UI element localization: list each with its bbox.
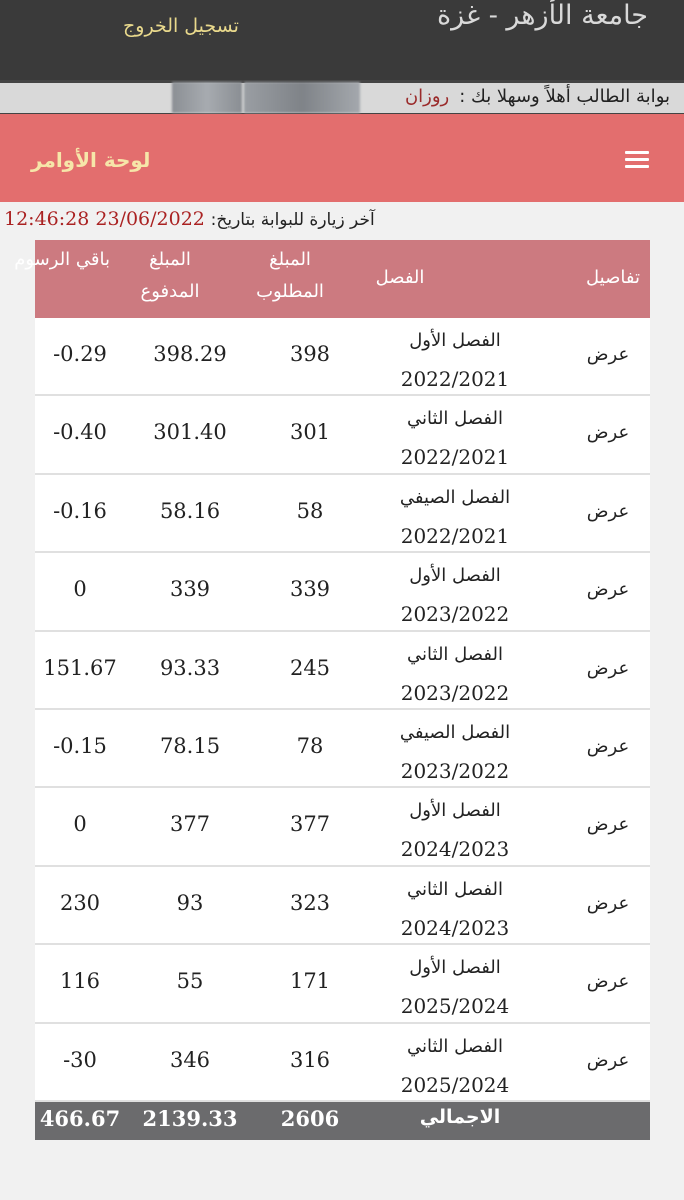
view-details-link[interactable]: عرض	[586, 657, 630, 679]
table-row	[35, 553, 650, 631]
academic-year: 2022/2021	[400, 523, 510, 548]
semester-cell	[380, 636, 530, 712]
header-details: تفاصيل	[586, 267, 640, 288]
command-panel-header	[0, 114, 684, 202]
view-details-link[interactable]: عرض	[586, 1049, 630, 1071]
redacted-name-block	[172, 82, 242, 113]
semester-cell	[380, 871, 530, 947]
paid-amount: 377	[169, 812, 211, 837]
view-details-link[interactable]: عرض	[586, 579, 630, 601]
required-amount: 301	[289, 420, 331, 445]
remaining-fees: 230	[59, 890, 101, 915]
semester-name: الفصل الأول	[409, 330, 501, 351]
total-remaining: 466.67	[39, 1105, 121, 1131]
header-required-amount: المبلغ المطلوب	[256, 249, 324, 302]
semester-name: الفصل الأول	[409, 957, 501, 979]
table-header	[14, 240, 650, 318]
header-paid-amount: المبلغ المدفوع	[140, 249, 200, 302]
paid-amount: 93	[176, 890, 204, 915]
required-amount: 245	[289, 655, 331, 680]
total-label: الاجمالي	[419, 1105, 501, 1128]
semester-name: الفصل الأول	[409, 565, 501, 587]
remaining-fees: 0	[73, 577, 87, 602]
remaining-fees: 116	[59, 969, 101, 994]
remaining-fees: -0.29	[53, 342, 107, 366]
view-details-link[interactable]: عرض	[586, 814, 630, 836]
table-row	[35, 632, 650, 710]
semester-name: الفصل الثاني	[407, 878, 503, 900]
welcome-greeting: بوابة الطالب أهلاً وسهلا بك :	[459, 86, 670, 107]
semester-cell	[380, 949, 530, 1025]
table-row	[35, 710, 650, 788]
academic-year: 2025/2024	[400, 1072, 510, 1097]
header-semester: الفصل	[375, 267, 425, 288]
view-details-link[interactable]: عرض	[586, 344, 630, 365]
required-amount: 398	[289, 342, 331, 366]
remaining-fees: 151.67	[43, 655, 117, 680]
remaining-fees: -30	[63, 1047, 97, 1072]
semester-cell	[380, 557, 530, 633]
semester-cell	[380, 792, 530, 868]
paid-amount: 398.29	[153, 342, 227, 366]
paid-amount: 301.40	[153, 420, 227, 445]
required-amount: 323	[289, 890, 331, 915]
table-body	[35, 318, 650, 1102]
table-row	[35, 945, 650, 1023]
paid-amount: 93.33	[159, 655, 221, 680]
welcome-message	[405, 86, 670, 107]
view-details-link[interactable]: عرض	[586, 735, 630, 757]
semester-name: الفصل الصيفي	[399, 486, 511, 508]
view-details-link[interactable]: عرض	[586, 892, 630, 914]
academic-year: 2022/2021	[400, 445, 510, 470]
required-amount: 78	[296, 733, 324, 758]
required-amount: 171	[289, 969, 331, 994]
student-name: روزان	[404, 86, 450, 107]
semester-name: الفصل الأول	[409, 800, 501, 822]
academic-year: 2022/2021	[400, 367, 510, 391]
fees-table	[14, 240, 650, 1140]
last-visit-info	[4, 208, 424, 230]
view-details-link[interactable]: عرض	[586, 971, 630, 993]
academic-year: 2024/2023	[400, 915, 510, 940]
semester-name: الفصل الصيفي	[399, 721, 511, 743]
academic-year: 2024/2023	[400, 837, 510, 862]
total-row	[35, 1102, 650, 1140]
redacted-name-block	[244, 82, 360, 113]
remaining-fees: -0.16	[53, 498, 107, 523]
total-paid: 2139.33	[142, 1105, 238, 1131]
paid-amount: 346	[169, 1047, 211, 1072]
academic-year: 2023/2022	[400, 680, 510, 705]
paid-amount: 58.16	[159, 498, 221, 523]
table-row	[35, 788, 650, 866]
paid-amount: 78.15	[159, 733, 221, 758]
required-amount: 58	[296, 498, 324, 523]
semester-name: الفصل الثاني	[407, 1035, 503, 1057]
table-row	[35, 1024, 650, 1102]
logout-link[interactable]: تسجيل الخروج	[123, 15, 239, 37]
table-row	[35, 396, 650, 474]
semester-cell	[380, 479, 530, 555]
academic-year: 2023/2022	[400, 602, 510, 627]
required-amount: 316	[289, 1047, 331, 1072]
semester-cell	[380, 1028, 530, 1104]
table-row	[35, 318, 650, 396]
academic-year: 2025/2024	[400, 994, 510, 1019]
table-row	[35, 475, 650, 553]
remaining-fees: -0.40	[53, 420, 107, 445]
required-amount: 339	[289, 577, 331, 602]
semester-cell	[380, 400, 530, 476]
remaining-fees: -0.15	[53, 733, 107, 758]
remaining-fees: 0	[73, 812, 87, 837]
table-row	[35, 867, 650, 945]
university-title: جامعة الأزهر - غزة	[436, 0, 648, 31]
view-details-link[interactable]: عرض	[586, 500, 630, 522]
hamburger-menu-icon[interactable]	[625, 151, 649, 169]
view-details-link[interactable]: عرض	[586, 422, 630, 444]
last-visit-label: آخر زيارة للبوابة بتاريخ:	[210, 210, 375, 230]
semester-cell	[380, 322, 530, 398]
semester-name: الفصل الثاني	[407, 408, 503, 430]
last-visit-value: 23/06/2022 12:46:28	[4, 208, 205, 230]
total-required: 2606	[280, 1105, 340, 1131]
semester-name: الفصل الثاني	[407, 643, 503, 665]
header-remaining-fees: باقي الرسوم	[14, 249, 110, 270]
semester-cell	[380, 714, 530, 790]
paid-amount: 55	[176, 969, 204, 994]
academic-year: 2023/2022	[400, 758, 510, 783]
paid-amount: 339	[169, 577, 211, 602]
top-header-bar	[0, 0, 684, 80]
panel-title[interactable]: لوحة الأوامر	[31, 148, 151, 172]
required-amount: 377	[289, 812, 331, 837]
